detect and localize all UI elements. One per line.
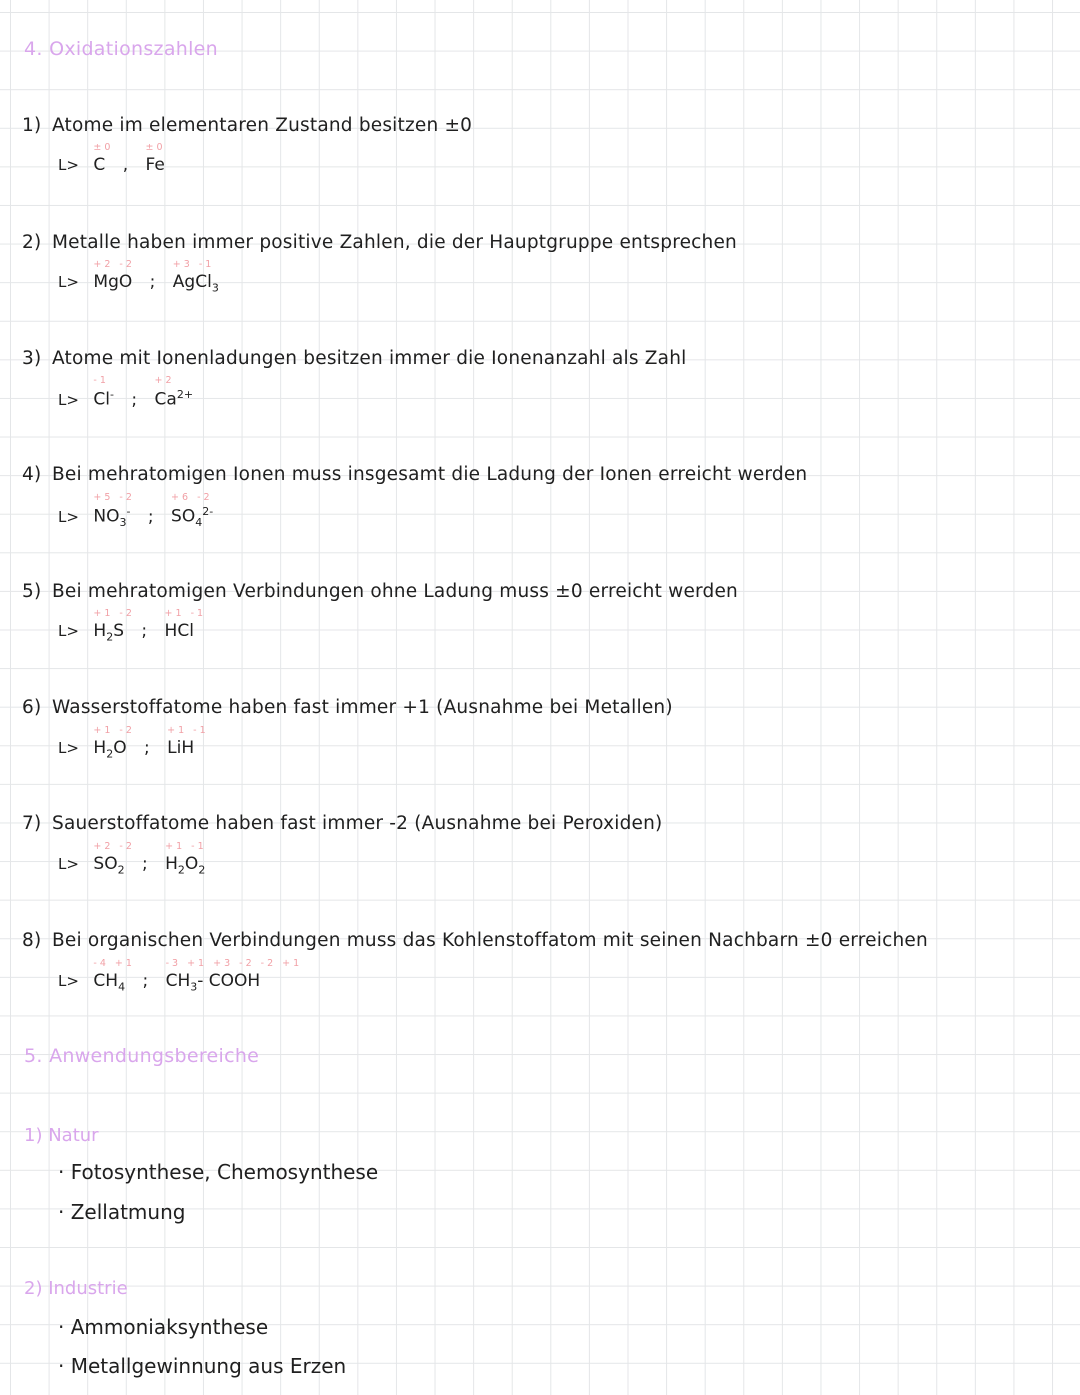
rule-8-examples [58, 958, 303, 994]
formula [93, 725, 135, 761]
formula [93, 142, 114, 175]
charge: 2- [202, 505, 214, 518]
formula [93, 259, 135, 292]
formula [93, 841, 135, 877]
subscript: 2 [198, 863, 206, 877]
rule-1 [22, 115, 472, 136]
rule-5 [22, 581, 738, 602]
formula [93, 958, 135, 994]
rule-7 [22, 813, 662, 834]
separator: ; [131, 389, 138, 410]
rule-text: Sauerstoffatome haben fast immer -2 (Ausnahme bei Peroxiden) [52, 813, 663, 834]
rule-4 [22, 464, 807, 485]
rule-number: 3) [22, 348, 42, 369]
list-item-text: Metallgewinnung aus Erzen [70, 1354, 347, 1378]
oxidation-number: +1 -1 [165, 841, 207, 852]
rule-text: Bei mehratomigen Ionen muss insgesamt die Ladung der Ionen erreicht werden [52, 464, 808, 485]
formula [93, 492, 135, 530]
formula-text: Ca [154, 389, 177, 410]
formula [93, 608, 135, 644]
formula-text: C [93, 155, 106, 175]
formula-tail: O [184, 854, 199, 874]
formula-text: HCl [164, 621, 194, 641]
group-heading-industrie: 2) Industrie [24, 1278, 128, 1299]
rule-text: Bei organischen Verbindungen muss das Kohlenstoffatom mit seinen Nachbarn ±0 erreichen [52, 930, 928, 951]
formula [164, 608, 207, 641]
rule-text: Atome mit Ionenladungen besitzen immer die Ionenanzahl als Zahl [52, 348, 687, 369]
rule-6-examples [58, 725, 209, 761]
subscript: 2 [117, 863, 125, 877]
list-item-text: Fotosynthese, Chemosynthese [70, 1160, 379, 1184]
formula-text: H [165, 854, 178, 874]
subscript: 2 [106, 747, 114, 761]
rule-2-examples [58, 259, 219, 295]
separator: ; [142, 971, 149, 991]
section-heading-anwendungsbereiche: 5. Anwendungsbereiche [24, 1045, 260, 1067]
rule-2 [22, 232, 737, 253]
arrow-icon: L> [58, 622, 79, 640]
formula [154, 375, 194, 410]
oxidation-number: +2 -2 [93, 259, 135, 270]
formula-text: Fe [145, 155, 165, 175]
rule-8 [22, 930, 928, 951]
oxidation-number: +1 -2 [93, 608, 135, 619]
separator: , [122, 155, 129, 175]
formula-text: SO [93, 854, 118, 874]
rule-text: Metalle haben immer positive Zahlen, die der Hauptgruppe entsprechen [52, 232, 737, 253]
rule-3 [22, 348, 686, 369]
rule-number: 6) [22, 697, 42, 718]
separator: ; [149, 272, 156, 292]
formula-tail: S [113, 621, 124, 641]
charge: 2+ [176, 388, 194, 401]
formula-text: H [93, 738, 107, 758]
formula-text: NO [93, 506, 120, 527]
rule-number: 7) [22, 813, 42, 834]
arrow-icon: L> [58, 390, 79, 409]
arrow-icon: L> [58, 273, 79, 291]
oxidation-number: -1 [93, 375, 109, 386]
formula-tail: O [113, 738, 127, 758]
formula-text: Cl [93, 389, 110, 410]
arrow-icon: L> [58, 739, 79, 757]
list-item-text: Zellatmung [70, 1200, 186, 1224]
oxidation-number: +1 -2 [93, 725, 135, 736]
subscript: 2 [106, 630, 114, 644]
list-item: · Fotosynthese, Chemosynthese [58, 1160, 379, 1184]
formula-text: CH [93, 971, 119, 991]
rule-5-examples [58, 608, 207, 644]
subscript: 3 [190, 980, 198, 994]
separator: ; [147, 506, 154, 527]
formula-text: CH [165, 971, 191, 991]
rule-text: Wasserstoffatome haben fast immer +1 (Ausnahme bei Metallen) [52, 697, 673, 718]
subscript: 2 [177, 863, 185, 877]
section-heading-oxidationszahlen: 4. Oxidationszahlen [24, 38, 219, 60]
subscript: 4 [118, 980, 126, 994]
subscript: 4 [195, 516, 203, 530]
arrow-icon: L> [58, 855, 79, 873]
oxidation-number: +2 [154, 375, 175, 386]
formula-text: MgO [93, 272, 133, 292]
oxidation-number: +6 -2 [171, 492, 213, 503]
list-item: · Metallgewinnung aus Erzen [58, 1354, 347, 1378]
rule-number: 5) [22, 581, 42, 602]
formula [165, 841, 207, 877]
rule-number: 2) [22, 232, 42, 253]
rule-7-examples [58, 841, 207, 877]
oxidation-number: +1 -1 [164, 608, 207, 619]
oxidation-number: ±0 [145, 142, 166, 153]
list-item-text: Ammoniaksynthese [70, 1315, 269, 1339]
formula-text: LiH [167, 738, 195, 758]
rule-number: 8) [22, 930, 42, 951]
formula [171, 492, 214, 530]
formula-text: SO [171, 506, 196, 527]
oxidation-number: +3 -1 [172, 259, 215, 270]
formula-tail: - COOH [197, 971, 261, 991]
formula [172, 259, 219, 295]
group-heading-natur: 1) Natur [24, 1125, 99, 1146]
arrow-icon: L> [58, 507, 79, 526]
rule-1-examples [58, 142, 166, 175]
subscript: 3 [211, 281, 219, 295]
rule-6 [22, 697, 673, 718]
oxidation-number: +2 -2 [93, 841, 135, 852]
oxidation-number: +5 -2 [93, 492, 135, 503]
oxidation-number: +1 -1 [167, 725, 209, 736]
rule-number: 1) [22, 115, 42, 136]
separator: ; [141, 854, 148, 874]
rule-number: 4) [22, 464, 42, 485]
formula [167, 725, 209, 758]
oxidation-number: ±0 [93, 142, 114, 153]
formula [93, 375, 114, 410]
list-item: · Ammoniaksynthese [58, 1315, 269, 1339]
list-item: · Zellatmung [58, 1200, 186, 1224]
separator: ; [144, 738, 150, 758]
arrow-icon: L> [58, 156, 79, 174]
formula-text: H [93, 621, 107, 641]
charge: - [110, 388, 114, 401]
oxidation-number: -3 +1 +3 -2 -2 +1 [165, 958, 303, 969]
rule-4-examples [58, 492, 214, 530]
formula [165, 958, 303, 994]
separator: ; [141, 621, 148, 641]
formula [145, 142, 166, 175]
rule-text: Bei mehratomigen Verbindungen ohne Ladung muss ±0 erreicht werden [52, 581, 738, 602]
oxidation-number: -4 +1 [93, 958, 135, 969]
rule-3-examples [58, 375, 194, 410]
rule-text: Atome im elementaren Zustand besitzen ±0 [52, 115, 473, 136]
charge: - [126, 505, 131, 518]
arrow-icon: L> [58, 972, 79, 990]
formula-text: AgCl [172, 272, 212, 292]
subscript: 3 [119, 516, 127, 530]
